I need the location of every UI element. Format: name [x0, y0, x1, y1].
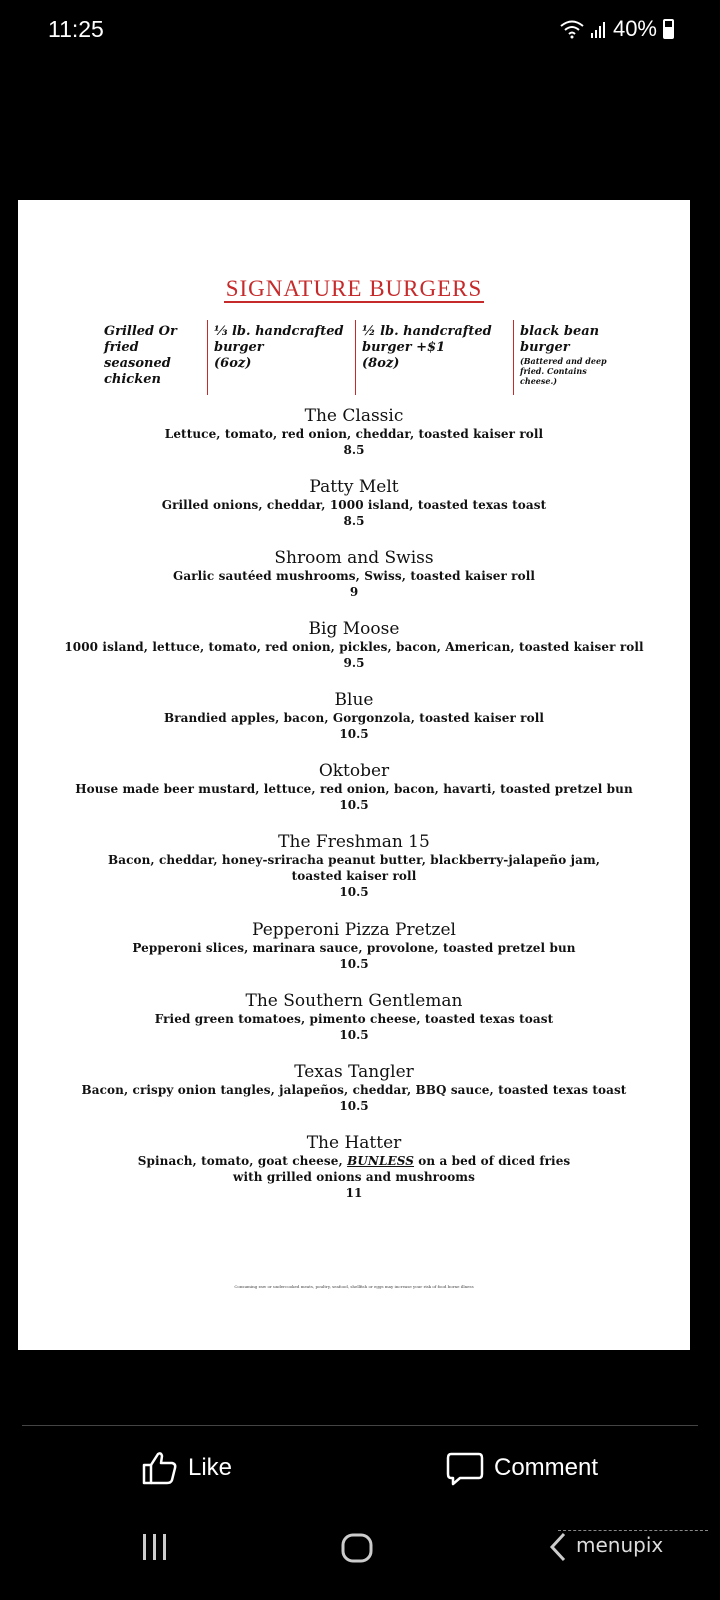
menu-item: Pepperoni Pizza Pretzel Pepperoni slices, marinara sauce, provolone, toasted pretzel bun 10.5 — [132, 920, 576, 971]
recent-apps-icon — [140, 1532, 170, 1562]
wifi-icon — [559, 19, 585, 39]
menu-item: Shroom and Swiss Garlic sautéed mushrooms, Swiss, toasted kaiser roll 9 — [172, 548, 536, 599]
menu-item: The Classic Lettuce, tomato, red onion, cheddar, toasted kaiser roll 8.5 — [164, 406, 544, 457]
battery-icon — [663, 19, 674, 39]
option-third-lb: ⅓ lb. handcrafted burger (6oz) — [214, 324, 344, 371]
option-divider — [207, 320, 208, 395]
option-black-bean: black bean burger (Battered and deep fried. Contains cheese.) — [520, 324, 607, 386]
menu-item: The Freshman 15 Bacon, cheddar, honey-sriracha peanut butter, blackberry-jalapeño jam, toasted kaiser roll 10.5 — [107, 832, 601, 899]
menu-item: Big Moose 1000 island, lettuce, tomato, red onion, pickles, bacon, American, toasted kaiser roll 9.5 — [64, 619, 644, 670]
comment-button[interactable] — [446, 1450, 598, 1486]
food-safety-disclaimer: Consuming raw or undercooked meats, poultry, seafood, shellfish or eggs may increase your risk of food borne illness — [234, 1284, 474, 1289]
action-divider — [22, 1425, 698, 1426]
status-bar — [0, 0, 720, 60]
menu-item: Blue Brandied apples, bacon, Gorgonzola, toasted kaiser roll 10.5 — [163, 690, 545, 741]
recent-apps-button[interactable] — [140, 1532, 170, 1566]
option-divider — [355, 320, 356, 395]
clock: 11:25 — [48, 16, 104, 42]
menu-item: The Hatter Spinach, tomato, goat cheese, BUNLESS on a bed of diced fries with grilled onions and mushrooms 11 — [137, 1133, 571, 1200]
comment-icon — [446, 1450, 484, 1486]
home-icon — [340, 1532, 374, 1564]
option-chicken: Grilled Or fried seasoned chicken — [104, 324, 177, 387]
like-label: Like — [188, 1454, 233, 1481]
thumbs-up-icon — [140, 1450, 178, 1486]
menu-title: SIGNATURE BURGERS — [225, 276, 483, 301]
signal-icon — [591, 20, 607, 38]
option-divider — [513, 320, 514, 395]
menu-item: Patty Melt Grilled onions, cheddar, 1000 island, toasted texas toast 8.5 — [161, 477, 547, 528]
comment-label: Comment — [494, 1454, 599, 1481]
home-button[interactable] — [340, 1532, 374, 1568]
like-button[interactable] — [140, 1450, 232, 1486]
menu-item: The Southern Gentleman Fried green tomatoes, pimento cheese, toasted texas toast 10.5 — [154, 991, 554, 1042]
bunless-emphasis: BUNLESS — [347, 1154, 415, 1168]
menupix-watermark: menupix — [558, 1530, 708, 1559]
system-icons — [559, 16, 674, 42]
menu-item: Texas Tangler Bacon, crispy onion tangles, jalapeños, cheddar, BBQ sauce, toasted texas toast 10.5 — [81, 1062, 627, 1113]
menu-image[interactable] — [18, 200, 690, 1350]
battery-percent: 40% — [612, 16, 657, 41]
menu-item: Oktober House made beer mustard, lettuce, red onion, bacon, havarti, toasted pretzel bun 10.5 — [75, 761, 633, 812]
option-half-lb: ½ lb. handcrafted burger +$1 (8oz) — [362, 324, 492, 371]
